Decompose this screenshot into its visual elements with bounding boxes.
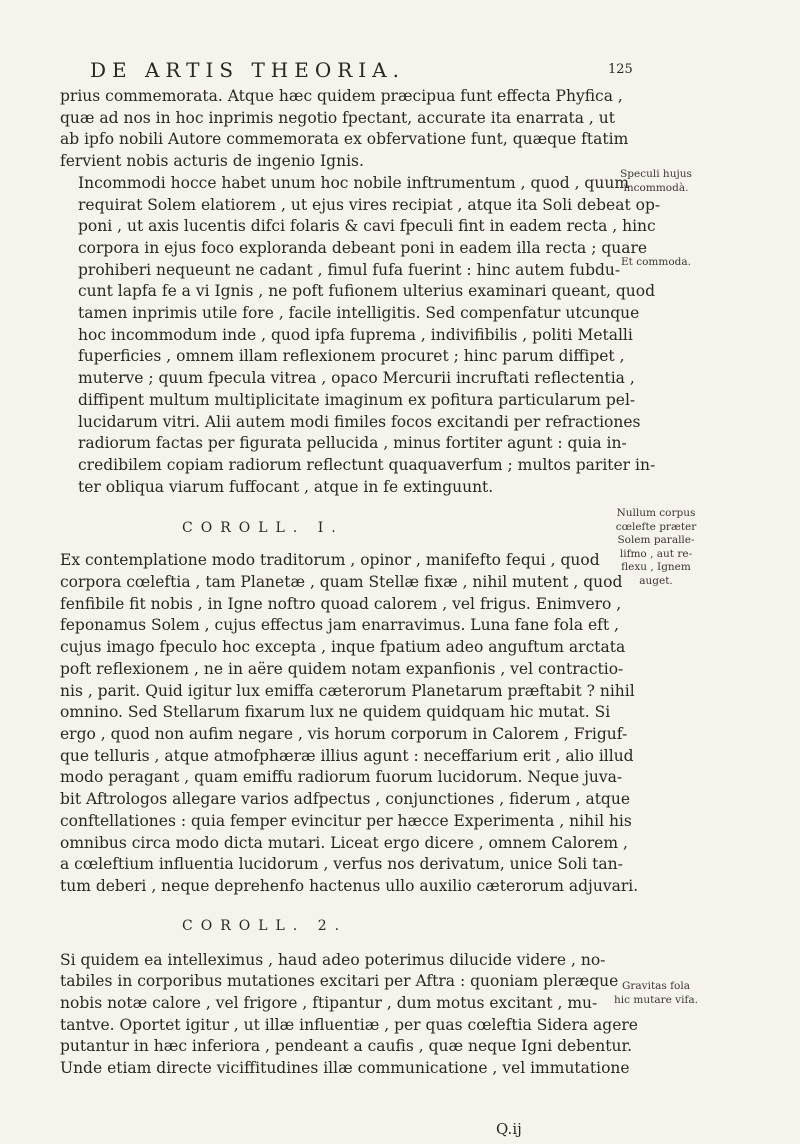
text-line: ergo , quod non aufim negare , vis horum corporum in Calorem , Friguf- bbox=[60, 724, 628, 743]
margin-note-gravitas bbox=[604, 980, 708, 1007]
text-line: Si quidem ea intelleximus , haud adeo poterimus dilucide videre , no- bbox=[60, 950, 606, 969]
note-line: Gravitas fola bbox=[622, 980, 690, 992]
text-line: putantur in hæc inferiora , pendeant a caufis , quæ neque Igni debentur. bbox=[60, 1037, 633, 1056]
text-line: conftellationes : quia femper evincitur per hæcce Experimenta , nihil his bbox=[60, 811, 632, 830]
text-line: bit Aftrologos allegare varios adfpectus , conjunctiones , fiderum , atque bbox=[60, 790, 630, 809]
text-line: feponamus Solem , cujus effectus jam enarravimus. Luna fane fola eft , bbox=[60, 616, 619, 635]
text-line: Unde etiam directe viciffitudines illæ communicatione , vel immutatione bbox=[60, 1059, 630, 1078]
corollary-1-heading: COROLL. I. bbox=[182, 520, 344, 537]
text-line: Ex contemplatione modo traditorum , opinor , manifefto fequi , quod bbox=[60, 551, 600, 570]
text-line: tamen inprimis utile fore , facile intelligitis. Sed compenfatur utcunque bbox=[78, 304, 640, 323]
text-line: prius commemorata. Atque hæc quidem præcipua funt effecta Phyfica , bbox=[60, 87, 623, 105]
text-line: tantve. Oportet igitur , ut illæ influentiæ , per quas cœleftia Sidera agere bbox=[60, 1015, 638, 1034]
text-line: fuperficies , omnem illam reflexionem procuret ; hinc parum diffipet , bbox=[78, 347, 625, 366]
text-line: a cœleftium influentia lucidorum , verfus nos derivatum, unice Soli tan- bbox=[60, 855, 623, 874]
text-line: fervient nobis acturis de ingenio Ignis. bbox=[60, 152, 364, 171]
margin-note-commoda bbox=[604, 256, 708, 270]
running-head: DE ARTIS THEORIA. bbox=[90, 58, 405, 82]
text-line: nis , parit. Quid igitur lux emiffa cæterorum Planetarum præftabit ? nihil bbox=[60, 681, 635, 700]
margin-note-speculi bbox=[604, 168, 708, 195]
paragraph-4 bbox=[60, 950, 638, 1080]
note-line: incommodà. bbox=[623, 181, 689, 194]
text-line: radiorum factas per figurata pellucida , minus fortiter agunt : quia in- bbox=[78, 434, 627, 453]
text-line: tabiles in corporibus mutationes excitari per Aftra : quoniam pleræque bbox=[60, 972, 619, 991]
text-line: requirat Solem elatiorem , ut ejus vires recipiat , atque ita Soli debeat op- bbox=[78, 195, 661, 214]
text-line: cujus imago fpeculo hoc excepta , inque fpatium adeo anguftum arctata bbox=[60, 638, 626, 657]
note-line: Speculi hujus bbox=[620, 168, 692, 180]
note-line: lifmo , aut re- bbox=[619, 547, 693, 560]
text-line: fenfibile fit nobis , in Igne noftro quoad calorem , vel frigus. Enimvero , bbox=[60, 594, 622, 613]
text-line: muterve ; quum fpecula vitrea , opaco Mercurii incruftati reflectentia , bbox=[78, 369, 635, 388]
text-line: poni , ut axis lucentis difci folaris & cavi fpeculi fint in eadem recta , hinc bbox=[78, 217, 656, 236]
text-line: diffipent multum multiplicitate imaginum ex pofitura particularum pel- bbox=[78, 390, 636, 409]
note-line: flexu , Ignem bbox=[621, 561, 691, 573]
note-line: auget. bbox=[639, 574, 673, 587]
text-line: tum deberi , neque deprehenfo hactenus ullo auxilio cæterorum adjuvari. bbox=[60, 876, 639, 895]
text-line: cunt lapfa fe a vi Ignis , ne poft fufionem ulterius examinari queant, quod bbox=[78, 282, 656, 301]
text-line: quæ ad nos in hoc inprimis negotio fpectant, accurate ita enarrata , ut bbox=[60, 108, 615, 127]
text-line: poft reflexionem , ne in aëre quidem notam expanfionis , vel contractio- bbox=[60, 659, 624, 678]
text-line: ab ipfo nobili Autore commemorata ex obfervatione funt, quæque ftatim bbox=[60, 130, 629, 149]
catchword: Q.ij bbox=[496, 1120, 522, 1138]
corollary-2-heading: COROLL. 2. bbox=[182, 917, 348, 934]
text-line: Incommodi hocce habet unum hoc nobile inftrumentum , quod , quum bbox=[78, 173, 630, 192]
text-line: omnibus circa modo dicta mutari. Liceat ergo dicere , omnem Calorem , bbox=[60, 833, 628, 852]
margin-note-nullum-corpus bbox=[604, 507, 708, 588]
text-line: ter obliqua viarum fuffocant , atque in fe extinguunt. bbox=[78, 477, 494, 496]
text-line: hoc incommodum inde , quod ipfa fuprema , indivifibilis , politi Metalli bbox=[78, 325, 633, 344]
note-line: Nullum corpus bbox=[616, 507, 696, 519]
paragraph-3 bbox=[60, 550, 639, 897]
text-line: nobis notæ calore , vel frigore , ftipantur , dum motus excitant , mu- bbox=[60, 994, 598, 1013]
text-line: corpora in ejus foco exploranda debeant poni in eadem illa recta ; quare bbox=[78, 238, 648, 257]
text-line: modo peragant , quam emiffu radiorum fuorum lucidorum. Neque juva- bbox=[60, 768, 623, 787]
note-line: Solem paralle- bbox=[617, 534, 695, 546]
paragraph-1 bbox=[60, 86, 629, 173]
text-line: credibilem copiam radiorum reflectunt quaquaverfum ; multos pariter in- bbox=[78, 455, 656, 474]
text-line: lucidarum vitri. Alii autem modi fimiles focos excitandi per refractiones bbox=[78, 412, 641, 431]
text-line: prohiberi nequeunt ne cadant , fimul fufa fuerint : hinc autem fubdu- bbox=[78, 260, 621, 279]
text-line: omnino. Sed Stellarum fixarum lux ne quidem quidquam hic mutat. Si bbox=[60, 703, 611, 722]
note-line: cœlefte præter bbox=[615, 520, 697, 533]
page-number: 125 bbox=[608, 62, 633, 77]
text-line: corpora cœleftia , tam Planetæ , quam Stellæ fixæ , nihil mutent , quod bbox=[60, 573, 623, 592]
text-line: que telluris , atque atmofphæræ illius agunt : neceffarium erit , alio illud bbox=[60, 746, 634, 765]
note-line: hic mutare vifa. bbox=[614, 993, 698, 1006]
note-line: Et commoda. bbox=[621, 256, 691, 268]
